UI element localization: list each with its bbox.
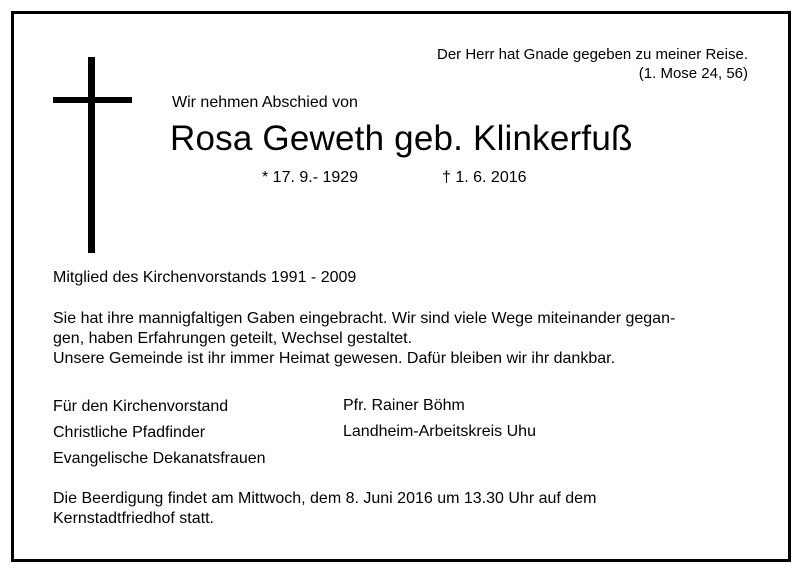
tribute-line-3: Unsere Gemeinde ist ihr immer Heimat gewesen. Dafür bleiben wir ihr dankbar. — [53, 350, 616, 367]
funeral-line-2: Kernstadtfriedhof statt. — [53, 510, 214, 527]
signatory-right-2: Landheim-Arbeitskreis Uhu — [343, 423, 536, 440]
funeral-line-1: Die Beerdigung findet am Mittwoch, dem 8. Juni 2016 um 13.30 Uhr auf dem — [53, 490, 597, 507]
signatory-left-2: Christliche Pfadfinder — [53, 424, 206, 441]
tribute-line-1: Sie hat ihre mannigfaltigen Gaben eingebracht. Wir sind viele Wege miteinander gegan- — [53, 310, 676, 327]
signatory-left-1: Für den Kirchenvorstand — [53, 398, 229, 415]
bible-verse — [437, 45, 748, 83]
farewell-intro: Wir nehmen Abschied von — [172, 94, 358, 111]
verse-text: Der Herr hat Gnade gegeben zu meiner Reise. — [436, 46, 748, 63]
signatory-left-3: Evangelische Dekanatsfrauen — [53, 450, 266, 467]
cross-icon-horizontal-bar — [53, 97, 132, 103]
tribute-line-2: gen, haben Erfahrungen geteilt, Wechsel gestaltet. — [53, 330, 413, 347]
membership-line: Mitglied des Kirchenvorstands 1991 - 2009 — [53, 269, 357, 286]
signatory-right-1: Pfr. Rainer Böhm — [343, 397, 465, 414]
death-date: † 1. 6. 2016 — [442, 169, 527, 186]
verse-reference: (1. Mose 24, 56) — [638, 65, 748, 82]
deceased-name: Rosa Geweth geb. Klinkerfuß — [170, 119, 633, 158]
cross-icon-vertical-bar — [88, 57, 95, 253]
birth-date: * 17. 9.- 1929 — [262, 169, 359, 186]
